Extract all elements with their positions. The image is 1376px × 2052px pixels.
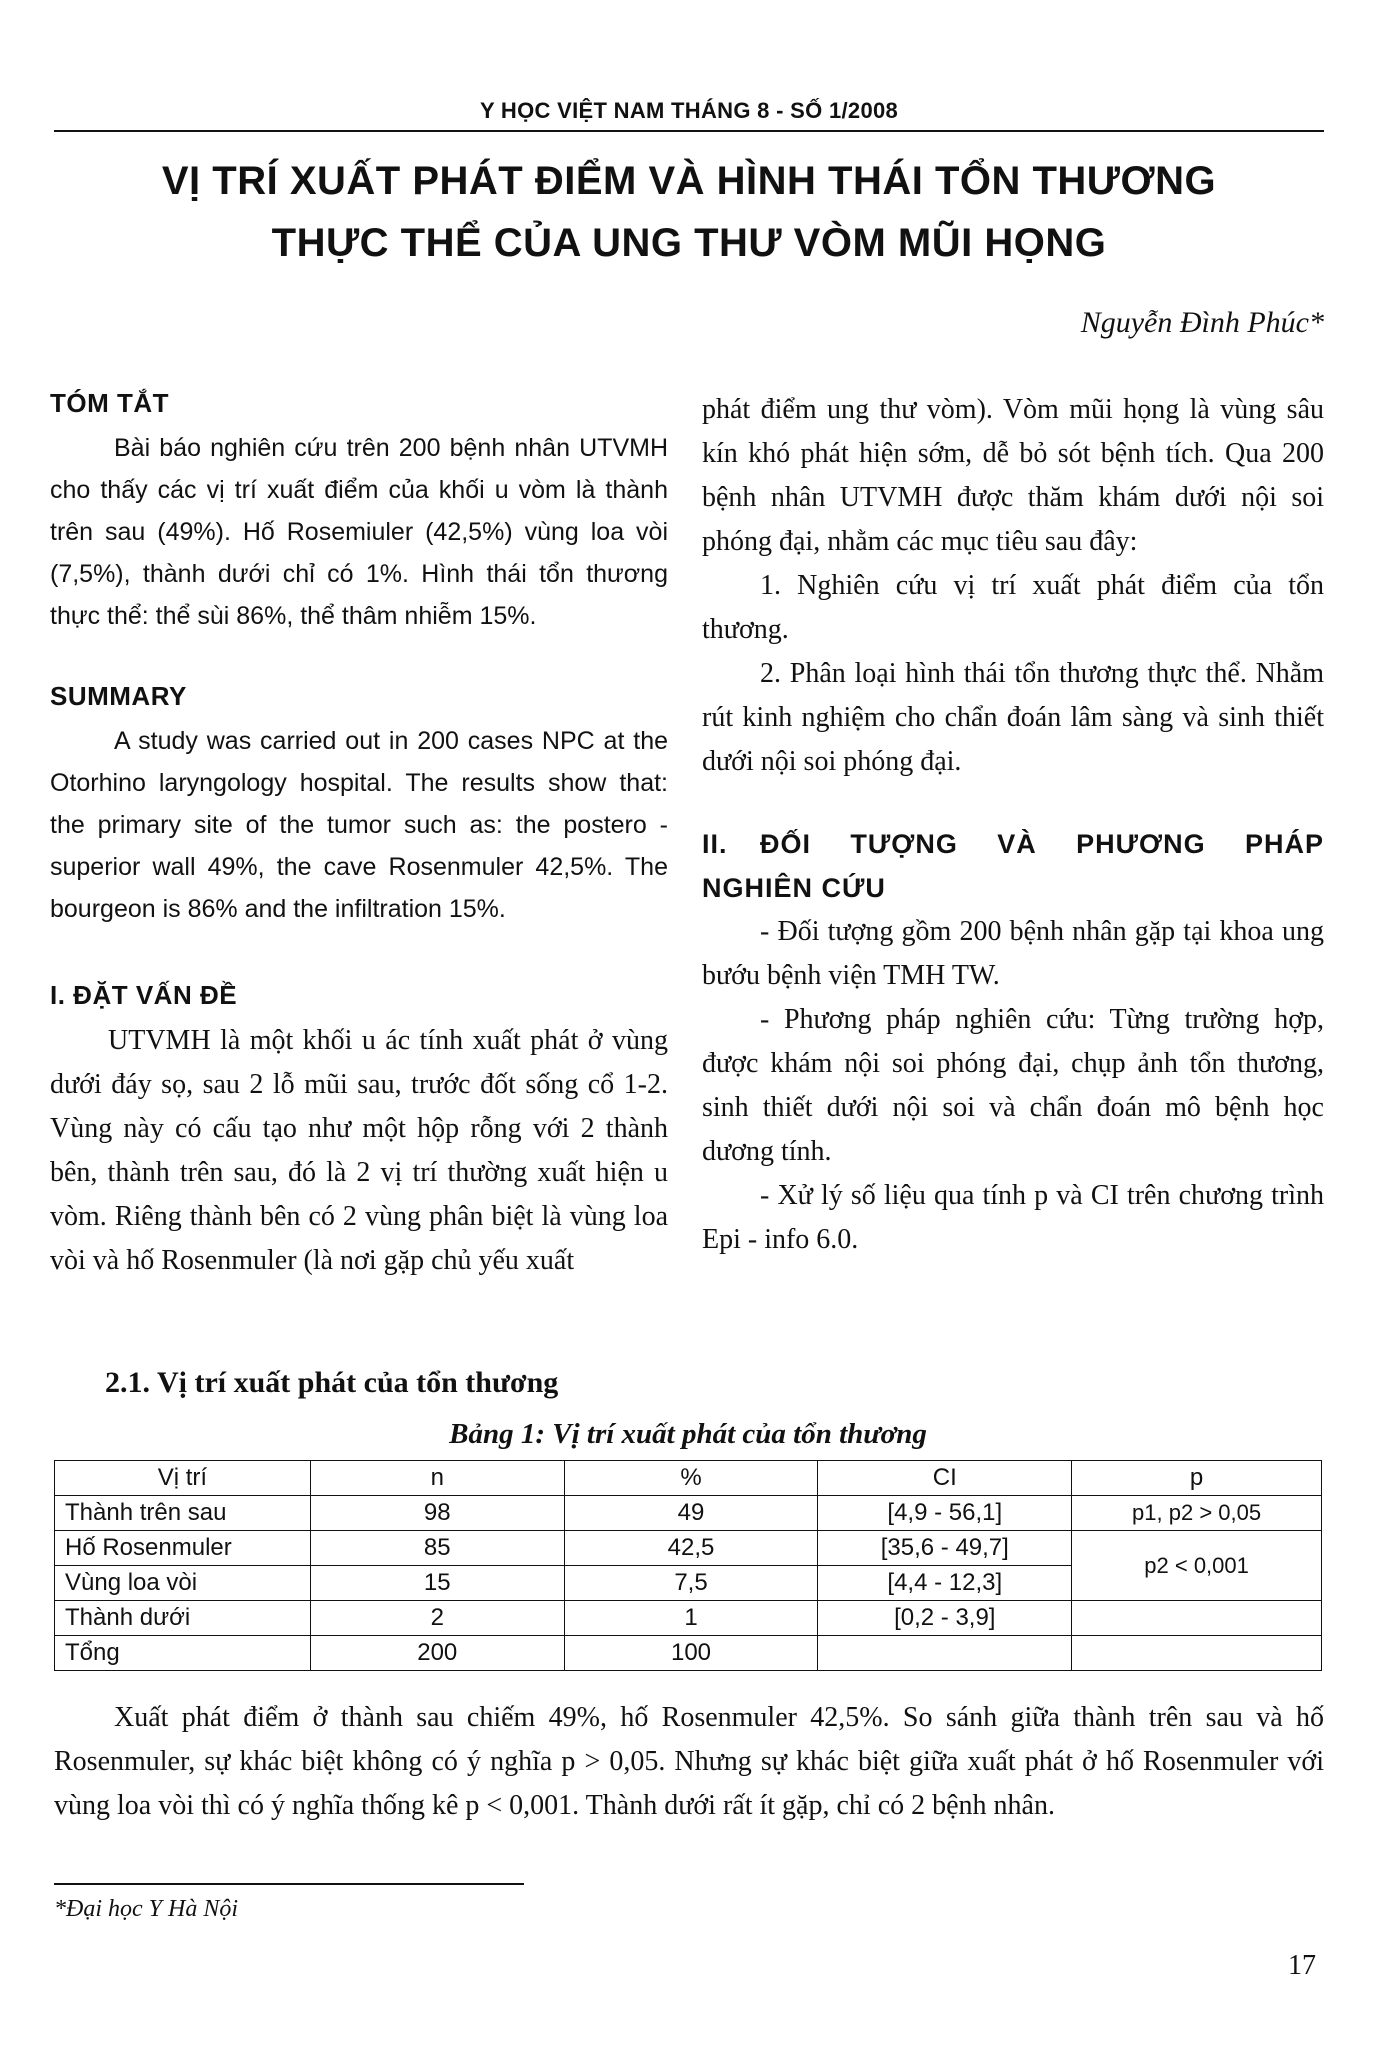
goal-1: 1. Nghiên cứu vị trí xuất phát điểm của tổn thương. bbox=[702, 570, 1324, 645]
table-cell: Thành dưới bbox=[55, 1601, 311, 1636]
table-cell bbox=[1072, 1636, 1322, 1671]
page-number: 17 bbox=[1288, 1950, 1316, 1981]
table-cell: 42,5 bbox=[564, 1531, 818, 1566]
right-column bbox=[702, 388, 1324, 1262]
section-2-heading-word: PHÁP bbox=[1244, 829, 1324, 859]
table-cell bbox=[1072, 1601, 1322, 1636]
abstract-en-heading: SUMMARY bbox=[50, 681, 187, 711]
title-line-2: THỰC THỂ CỦA UNG THƯ VÒM MŨI HỌNG bbox=[271, 221, 1107, 265]
table-row bbox=[55, 1601, 1322, 1636]
table-header-cell: p bbox=[1072, 1461, 1322, 1496]
left-column bbox=[50, 388, 668, 1283]
table-cell: Tổng bbox=[55, 1636, 311, 1671]
table-cell bbox=[818, 1636, 1072, 1671]
section-2-number: II. bbox=[702, 829, 728, 859]
table-row bbox=[55, 1531, 1322, 1566]
article-title bbox=[54, 150, 1324, 274]
section-2-heading-word: VÀ bbox=[997, 829, 1037, 859]
table-cell: [35,6 - 49,7] bbox=[818, 1531, 1072, 1566]
table-header-cell: Vị trí bbox=[55, 1461, 311, 1496]
footnote: *Đại học Y Hà Nội bbox=[54, 1896, 239, 1922]
table-header-cell: CI bbox=[818, 1461, 1072, 1496]
section-2-heading-word: TƯỢNG bbox=[850, 829, 958, 859]
subsection-heading: 2.1. Vị trí xuất phát của tổn thương bbox=[105, 1366, 559, 1399]
section-2-heading bbox=[702, 822, 1324, 910]
table-cell: 200 bbox=[310, 1636, 564, 1671]
table-cell: 85 bbox=[310, 1531, 564, 1566]
table-header-row bbox=[55, 1461, 1322, 1496]
abstract-en-text: A study was carried out in 200 cases NPC at the Otorhino laryngology hospital. The results show that: the primary site of the tumor such as: the postero - superior wall 49%, the cave Rosenmuler 42,5%. The bourgeon is 86% and the infiltration 15%. bbox=[50, 727, 668, 923]
section-2-heading-word: PHƯƠNG bbox=[1076, 829, 1206, 859]
section-1-continued: phát điểm ung thư vòm). Vòm mũi họng là vùng sâu kín khó phát hiện sớm, dễ bỏ sót bệnh tích. Qua 200 bệnh nhân UTVMH được thăm khám dưới nội soi phóng đại, nhằm các mục tiêu sau đây: bbox=[702, 394, 1324, 557]
table-cell: [4,4 - 12,3] bbox=[818, 1566, 1072, 1601]
section-2-para-3: - Xử lý số liệu qua tính p và CI trên chương trình Epi - info 6.0. bbox=[702, 1180, 1324, 1255]
table-header-cell: % bbox=[564, 1461, 818, 1496]
table-cell: [0,2 - 3,9] bbox=[818, 1601, 1072, 1636]
table-cell: 2 bbox=[310, 1601, 564, 1636]
table-cell-p: p2 < 0,001 bbox=[1072, 1531, 1322, 1601]
table-row bbox=[55, 1496, 1322, 1531]
abstract-vi-heading: TÓM TẮT bbox=[50, 388, 170, 418]
journal-header: Y HỌC VIỆT NAM THÁNG 8 - SỐ 1/2008 bbox=[54, 98, 1324, 132]
table-cell: Hố Rosenmuler bbox=[55, 1531, 311, 1566]
table-cell: 49 bbox=[564, 1496, 818, 1531]
table-caption: Bảng 1: Vị trí xuất phát của tổn thương bbox=[449, 1418, 927, 1450]
table-header-cell: n bbox=[310, 1461, 564, 1496]
table-cell: Thành trên sau bbox=[55, 1496, 311, 1531]
table-cell: [4,9 - 56,1] bbox=[818, 1496, 1072, 1531]
section-2-heading-word: ĐỐI bbox=[760, 829, 812, 859]
footnote-divider bbox=[54, 1883, 524, 1885]
section-2-para-1: - Đối tượng gồm 200 bệnh nhân gặp tại khoa ung bướu bệnh viện TMH TW. bbox=[702, 916, 1324, 991]
table-cell: 15 bbox=[310, 1566, 564, 1601]
table-cell: 98 bbox=[310, 1496, 564, 1531]
section-1-heading: I. ĐẶT VẤN ĐỀ bbox=[50, 980, 238, 1010]
table-cell-p: p1, p2 > 0,05 bbox=[1072, 1496, 1322, 1531]
title-line-1: VỊ TRÍ XUẤT PHÁT ĐIỂM VÀ HÌNH THÁI TỔN THƯƠNG bbox=[161, 159, 1217, 203]
section-1-text: UTVMH là một khối u ác tính xuất phát ở vùng dưới đáy sọ, sau 2 lỗ mũi sau, trước đốt sống cổ 1-2. Vùng này có cấu tạo như một hộp rỗng với 2 thành bên, thành trên sau, đó là 2 vị trí thường xuất hiện u vòm. Riêng thành bên có 2 vùng phân biệt là vùng loa vòi và hố Rosenmuler (là nơi gặp chủ yếu xuất bbox=[50, 1025, 668, 1276]
section-2-heading-line-2: NGHIÊN CỨU bbox=[702, 873, 886, 903]
table-cell: 1 bbox=[564, 1601, 818, 1636]
table-row bbox=[55, 1636, 1322, 1671]
table-cell: 100 bbox=[564, 1636, 818, 1671]
table-cell: Vùng loa vòi bbox=[55, 1566, 311, 1601]
result-paragraph: Xuất phát điểm ở thành sau chiếm 49%, hố Rosenmuler 42,5%. So sánh giữa thành trên sau và hố Rosenmuler, sự khác biệt không có ý nghĩa p > 0,05. Nhưng sự khác biệt giữa xuất phát ở hố Rosenmuler với vùng loa vòi thì có ý nghĩa thống kê p < 0,001. Thành dưới rất ít gặp, chỉ có 2 bệnh nhân. bbox=[54, 1702, 1324, 1821]
author: Nguyễn Đình Phúc* bbox=[1080, 306, 1324, 339]
goal-2: 2. Phân loại hình thái tổn thương thực thể. Nhằm rút kinh nghiệm cho chẩn đoán lâm sàng và sinh thiết dưới nội soi phóng đại. bbox=[702, 658, 1324, 777]
section-2-para-2: - Phương pháp nghiên cứu: Từng trường hợp, được khám nội soi phóng đại, chụp ảnh tổn thương, sinh thiết dưới nội soi và chẩn đoán mô bệnh học dương tính. bbox=[702, 1004, 1324, 1167]
data-table bbox=[54, 1460, 1322, 1671]
abstract-vi-text: Bài báo nghiên cứu trên 200 bệnh nhân UTVMH cho thấy các vị trí xuất điểm của khối u vòm là thành trên sau (49%). Hố Rosemiuler (42,5%) vùng loa vòi (7,5%), thành dưới chỉ có 1%. Hình thái tổn thương thực thể: thể sùi 86%, thể thâm nhiễm 15%. bbox=[50, 434, 668, 630]
table-cell: 7,5 bbox=[564, 1566, 818, 1601]
